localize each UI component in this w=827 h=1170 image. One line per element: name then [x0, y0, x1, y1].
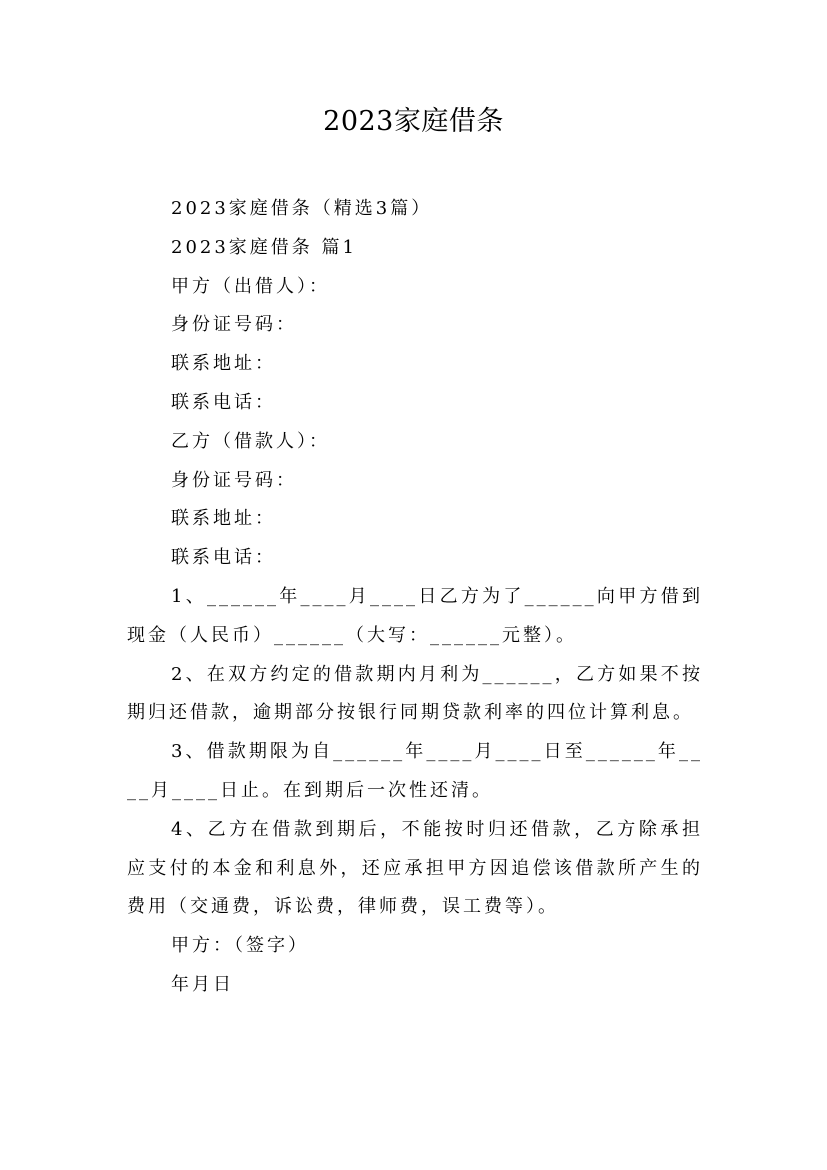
borrower-id-label: 身份证号码：: [171, 469, 297, 491]
clause-2: 2、在双方约定的借款期内月利为______，乙方如果不按期归还借款，逾期部分按银行同期贷款利率的四位计算利息。: [127, 663, 703, 724]
section-heading: 2023家庭借条 篇1: [171, 236, 357, 258]
document-body: [127, 190, 703, 1005]
borrower-phone-label: 联系电话：: [171, 547, 276, 569]
clause-1: 1、______年____月____日乙方为了______向甲方借到现金（人民币）______（大写：______元整）。: [127, 585, 703, 646]
lender-id-label: 身份证号码：: [171, 314, 297, 336]
lender-label: 甲方（出借人）：: [171, 275, 330, 297]
clause-4: 4、乙方在借款到期后，不能按时归还借款，乙方除承担应支付的本金和利息外，还应承担甲方因追偿该借款所产生的费用（交通费，诉讼费，律师费，误工费等）。: [127, 818, 703, 918]
borrower-address-label: 联系地址：: [171, 508, 276, 530]
subtitle-line: 2023家庭借条（精选3篇）: [171, 198, 433, 219]
lender-phone-label: 联系电话：: [171, 391, 276, 413]
signature-party-a: 甲方：（签字）: [171, 935, 309, 957]
lender-address-label: 联系地址：: [171, 353, 276, 375]
borrower-label: 乙方（借款人）：: [171, 430, 330, 452]
document-title: 2023家庭借条: [323, 106, 504, 137]
clause-3: 3、借款期限为自______年____月____日至______年____月____日止。在到期后一次性还清。: [127, 741, 703, 801]
signature-date: 年月日: [171, 973, 234, 995]
